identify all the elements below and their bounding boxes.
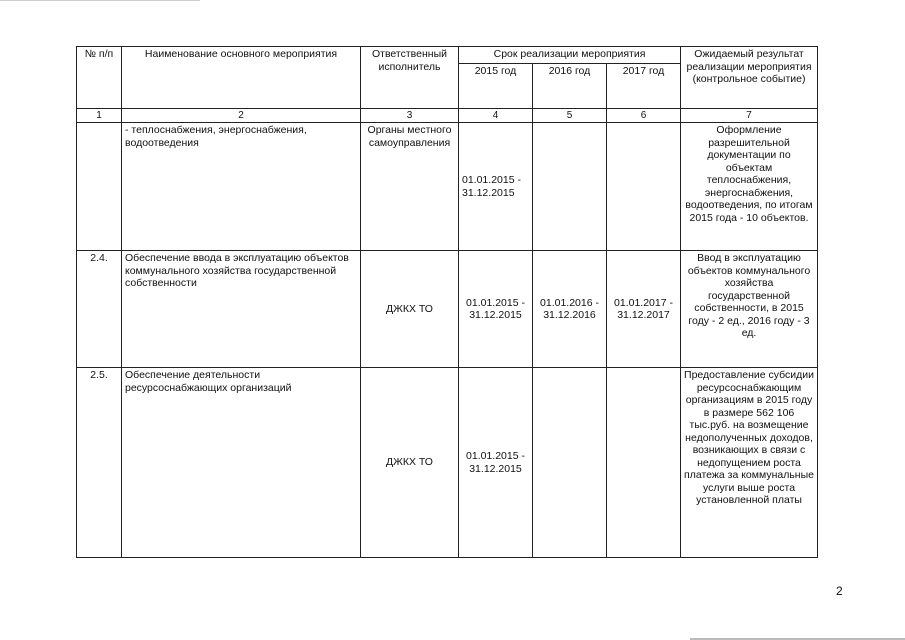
header-period: Срок реализации мероприятия	[459, 47, 681, 64]
column-number-row	[77, 109, 818, 123]
row-2017	[607, 123, 681, 251]
table-row	[77, 123, 818, 251]
header-year-2015: 2015 год	[459, 64, 533, 109]
column-number: 5	[533, 109, 607, 123]
column-number: 4	[459, 109, 533, 123]
header-name: Наименование основного мероприятия	[122, 47, 361, 109]
row-responsible: Органы местного самоуправления	[361, 123, 459, 251]
header-responsible: Ответственный исполнитель	[361, 47, 459, 109]
row-2015: 01.01.2015 - 31.12.2015	[459, 368, 533, 558]
row-2016	[533, 123, 607, 251]
column-number: 3	[361, 109, 459, 123]
header-year-2017: 2017 год	[607, 64, 681, 109]
column-number: 1	[77, 109, 122, 123]
row-responsible: ДЖКХ ТО	[361, 368, 459, 558]
table-row	[77, 368, 818, 558]
row-result: Оформление разрешительной документации по объектам теплоснабжения, энергоснабжения, водоотведения, по итогам 2015 года - 10 объектов.	[681, 123, 818, 251]
header-result: Ожидаемый результат реализации мероприятия (контрольное событие)	[681, 47, 818, 109]
row-2017: 01.01.2017 - 31.12.2017	[607, 251, 681, 368]
row-result: Ввод в эксплуатацию объектов коммунального хозяйства государственной собственности, в 2015 году - 2 ед., 2016 году - 3 ед.	[681, 251, 818, 368]
row-num: 2.5.	[77, 368, 122, 558]
column-number: 7	[681, 109, 818, 123]
header-year-2016: 2016 год	[533, 64, 607, 109]
row-name: Обеспечение деятельности ресурсоснабжающих организаций	[122, 368, 361, 558]
activities-table	[76, 46, 818, 558]
row-num	[77, 123, 122, 251]
row-responsible: ДЖКХ ТО	[361, 251, 459, 368]
row-2016	[533, 368, 607, 558]
row-2015: 01.01.2015 - 31.12.2015	[459, 123, 533, 251]
header-num: № п/п	[77, 47, 122, 109]
page-number: 2	[836, 584, 843, 598]
column-number: 2	[122, 109, 361, 123]
table-row	[77, 251, 818, 368]
column-number: 6	[607, 109, 681, 123]
row-2015: 01.01.2015 - 31.12.2015	[459, 251, 533, 368]
row-2017	[607, 368, 681, 558]
row-result: Предоставление субсидии ресурсоснабжающим организациям в 2015 году в размере 562 106 тыс.руб. на возмещение недополученных доходов, возникающих в связи с недопущением роста платежа за коммунальные услуги выше роста установленной платы	[681, 368, 818, 558]
scan-artifact-top	[0, 0, 200, 1]
row-name: Обеспечение ввода в эксплуатацию объектов коммунального хозяйства государственной собственности	[122, 251, 361, 368]
row-2016: 01.01.2016 - 31.12.2016	[533, 251, 607, 368]
row-num: 2.4.	[77, 251, 122, 368]
row-name: - теплоснабжения, энергоснабжения, водоотведения	[122, 123, 361, 251]
header-row-1	[77, 47, 818, 64]
